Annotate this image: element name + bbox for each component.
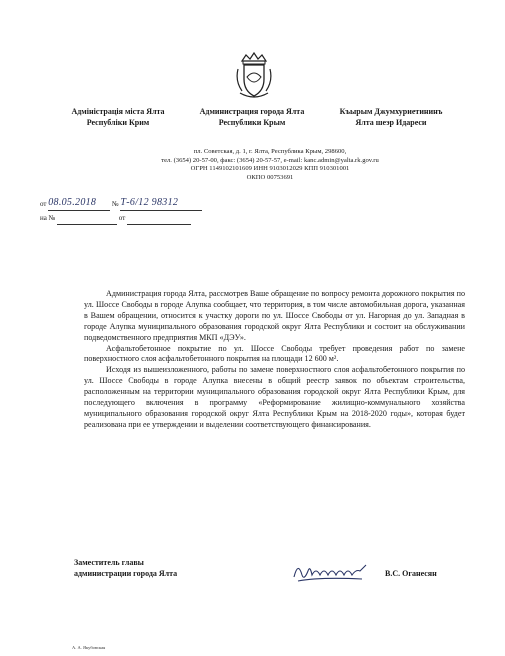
registration-ref-from: от: [118, 214, 126, 222]
registration-ref-prefix: на №: [40, 214, 56, 222]
registration-date: 08.05.2018: [48, 197, 97, 208]
body-paragraph-1: Администрация города Ялта, рассмотрев Ваше обращение по вопросу ремонта дорожного покрытия по ул. Шоссе Свободы в городе Алупка сообщает, что территория, в том числе автомобильная дорога, указанная в Вашем обращении, относится к участку дороги по ул. Шоссе Свободы от ул. Нагорная до ул. Западная в городе Алупка муниципального образования городской округ Ялта Республики и состоит на обслуживании подведомственного предприятия МКП «ДЭУ».: [84, 289, 465, 342]
signatory-name: В.С. Оганесян: [385, 569, 437, 578]
header-crimean-tatar-line1: Къырым Джумхуриетининъ: [339, 107, 443, 116]
address-line-4: ОКПО 00753691: [246, 173, 294, 181]
registration-number: Т-6/12 98312: [120, 197, 179, 208]
address-block: [120, 148, 420, 182]
signatory-title: [74, 557, 177, 579]
body-paragraph-2: Асфальтобетонное покрытие по ул. Шоссе Свободы требует проведения работ по замене поверхностного слоя асфальтобетонного покрытия на площади 12 600 м².: [84, 343, 465, 364]
address-line-3: ОГРН 1149102101609 ИНН 9103012029 КПП 910301001: [190, 165, 350, 173]
handwritten-signature-icon: [290, 557, 370, 587]
header-crimean-tatar-line2: Ялта шеэр Идареси: [355, 118, 427, 127]
registration-reference: [40, 211, 260, 225]
letter-body: [84, 289, 465, 431]
header-ukrainian-line2: Республіки Крим: [86, 118, 150, 127]
executor-note: А. А. Якубовская: [72, 645, 106, 650]
yalta-coat-of-arms-icon: [234, 49, 274, 101]
header-crimean-tatar: [322, 106, 460, 128]
body-paragraph-3: Исходя из вышеизложенного, работы по замене поверхностного слоя асфальтобетонного покрытия по ул. Шоссе Свободы в городе Алупка внесены в общий реестр заявок по объектам строительства, расположенным на территории муниципального образования городской округ Ялта Республики Крым, для последующего включения в программу «Реформирование жилищно-коммунального хозяйства муниципального образования городской округ Ялта Республики Крым на 2018-2020 годы», которая будет реализована при ее утверждении и выделении соответствующего финансирования.: [84, 365, 465, 429]
signatory-title-line1: Заместитель главы: [74, 558, 144, 567]
header-ukrainian: [54, 106, 182, 128]
registration-block: [40, 196, 260, 225]
header-russian-line1: Администрация города Ялта: [199, 107, 305, 116]
address-line-2: тел. (3654) 20-57-00, факс: (3654) 20-57-57, e-mail: kanc.admin@yalta.rk.gov.ru: [161, 156, 379, 164]
header-russian-line2: Республики Крым: [218, 118, 286, 127]
registration-number-prefix: №: [111, 200, 119, 208]
address-line-1: пл. Советская, д. 1, г. Ялта, Республика Крым, 298600,: [193, 148, 347, 155]
header-ukrainian-line1: Адміністрація міста Ялта: [71, 107, 165, 116]
registration-from-prefix: от: [40, 200, 47, 208]
registration-outgoing: [40, 196, 260, 211]
signatory-title-line2: администрации города Ялта: [74, 569, 178, 578]
header-russian: [188, 106, 316, 128]
